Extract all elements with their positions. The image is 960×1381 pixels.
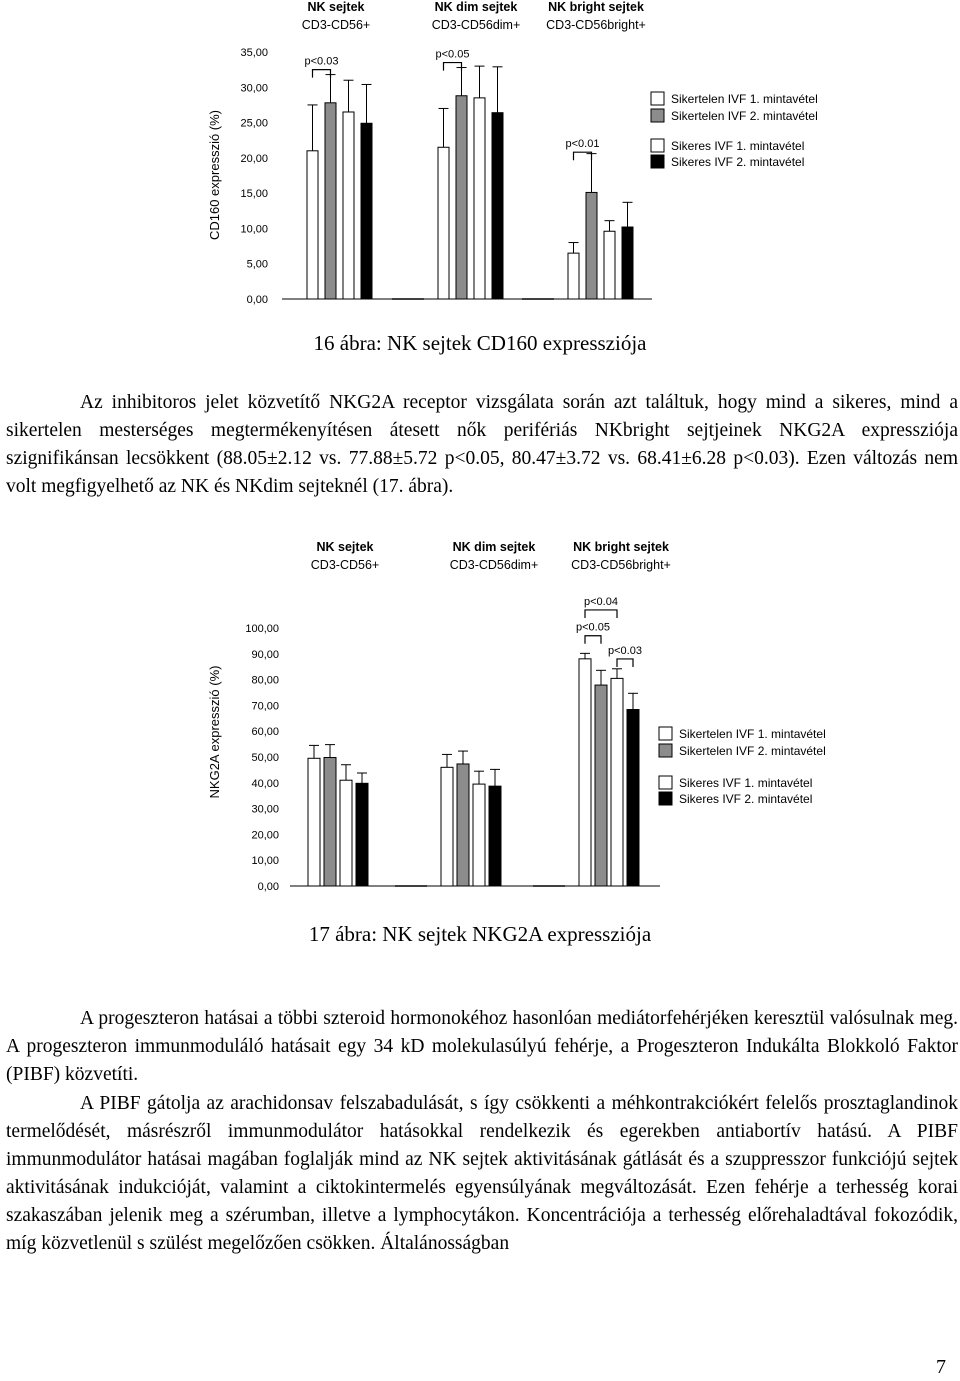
bar (438, 147, 449, 299)
bar (489, 786, 501, 886)
legend-swatch (651, 155, 664, 168)
group-label-title: NK sejtek (307, 0, 365, 14)
y-tick-label: 90,00 (251, 648, 279, 661)
legend-swatch (659, 744, 672, 757)
legend-swatch (651, 109, 664, 122)
significance-label: p<0.03 (608, 644, 642, 657)
bar (611, 678, 623, 886)
significance-label: p<0.04 (584, 595, 618, 608)
y-tick-label: 15,00 (240, 188, 268, 201)
y-tick-label: 30,00 (251, 803, 279, 816)
y-tick-label: 0,00 (246, 294, 268, 306)
bar (604, 231, 615, 299)
group-label-title: NK bright sejtek (573, 540, 669, 554)
paragraph-nkg2a-results: Az inhibitoros jelet közvetítő NKG2A receptor vizsgálata során azt találtuk, hogy mind a sikeres, mind a sikertelen mesterséges megtermékenyítésen átesett nők perifériás NKbright sejtjeinek NKG2A expressziója szignifikánsan lecsökkent (88.05±2.12 vs. 77.88±5.72 p<0.05, 80.47±3.72 vs. 68.41±6.28 p<0.03). Ezen változás nem volt megfigyelhető az NK és NKdim sejteknél (17. ábra). (6, 392, 958, 497)
bar (568, 253, 579, 299)
significance-label: p<0.05 (435, 48, 470, 61)
significance-label: p<0.03 (304, 55, 339, 68)
bar (627, 710, 639, 886)
legend-label: Sikeres IVF 2. mintavétel (679, 792, 813, 806)
y-tick-label: 5,00 (246, 258, 268, 271)
legend-label: Sikertelen IVF 1. mintavétel (679, 727, 826, 741)
group-label-subtitle: CD3-CD56+ (310, 558, 380, 572)
y-tick-label: 35,00 (240, 47, 268, 59)
group-label-title: NK sejtek (316, 540, 374, 554)
y-tick-label: 80,00 (251, 674, 279, 687)
y-tick-label: 20,00 (251, 829, 279, 842)
y-tick-label: 0,00 (257, 881, 279, 893)
paragraph-progesterone: A progeszteron hatásai a többi szteroid hormonokéhoz hasonlóan mediátorfehérjéken keresztül valósulnak meg. A progeszteron immunmoduláló hatásait egy 34 kD molekulasúlyú fehérje, a Progeszteron Indukálta Blokkoló Faktor (PIBF) közvetíti. (6, 1008, 958, 1085)
bar (456, 96, 467, 299)
bar (308, 758, 320, 886)
legend-label: Sikertelen IVF 2. mintavétel (671, 109, 818, 123)
y-tick-label: 10,00 (251, 855, 279, 868)
cd160-chart-svg (0, 0, 960, 310)
group-label-subtitle: CD3-CD56dim+ (449, 558, 539, 572)
bar (325, 103, 336, 299)
group-label-title: NK bright sejtek (548, 0, 644, 14)
legend-label: Sikertelen IVF 2. mintavétel (679, 744, 826, 758)
paragraph-pibf: A PIBF gátolja az arachidonsav felszabadulását, s így csökkenti a méhkontrakciókért felelős prosztaglandinok termelődését, másrészről immunmodulátor hatásokkal rendelkezik és egerekben antiabortív hatású. A PIBF immunmodulátor hatásai magában foglalják mind az NK sejtek aktivitásának gátlását és a szuppresszor funkciójú sejtek aktivitásának indukcióját, valamint a ciktokintermelés egyensúlyának megváltozását. Ezen fehérje a terhesség korai szakaszában jelenik meg a szérumban, illetve a lymphocytákon. Koncentrációja a terhesség előrehaladtával fokozódik, míg közvetlenül s szülést megelőzően csökken. Általánosságban (6, 1093, 958, 1254)
group-label-subtitle: CD3-CD56bright+ (546, 18, 646, 32)
group-label-subtitle: CD3-CD56+ (301, 18, 371, 32)
bar (586, 192, 597, 299)
significance-bracket (585, 636, 601, 644)
y-tick-label: 10,00 (240, 223, 268, 236)
bar (307, 151, 318, 299)
bar (457, 764, 469, 886)
page-number: 7 (936, 1356, 946, 1378)
bar (340, 780, 352, 886)
figure-16-caption: 16 ábra: NK sejtek CD160 expressziója (313, 331, 647, 355)
legend-label: Sikeres IVF 1. mintavétel (671, 139, 805, 153)
y-tick-label: 100,00 (245, 623, 279, 635)
y-tick-label: 20,00 (240, 152, 268, 165)
bar (324, 758, 336, 886)
bar (361, 123, 372, 299)
y-axis-title: NKG2A expresszió (%) (207, 665, 222, 799)
legend-label: Sikeres IVF 1. mintavétel (679, 776, 813, 790)
bar (473, 784, 485, 886)
y-tick-label: 50,00 (251, 752, 279, 764)
legend-label: Sikeres IVF 2. mintavétel (671, 155, 805, 169)
group-label-title: NK dim sejtek (452, 540, 536, 554)
bar (343, 112, 354, 299)
significance-bracket (585, 610, 617, 618)
y-tick-label: 40,00 (251, 777, 279, 790)
legend-swatch (651, 139, 664, 152)
y-tick-label: 60,00 (251, 726, 279, 739)
bar (595, 685, 607, 886)
significance-label: p<0.01 (565, 138, 600, 151)
y-axis-title: CD160 expresszió (%) (207, 109, 222, 241)
bar (356, 783, 368, 886)
y-tick-label: 70,00 (251, 700, 279, 713)
figure-17-caption: 17 ábra: NK sejtek NKG2A expressziója (308, 922, 652, 946)
legend-swatch (659, 792, 672, 805)
nkg2a-chart-svg (0, 535, 960, 895)
significance-bracket (617, 659, 633, 667)
group-label-subtitle: CD3-CD56bright+ (571, 558, 671, 572)
legend-swatch (651, 92, 664, 105)
significance-bracket (444, 63, 462, 71)
cd160-chart (0, 0, 960, 310)
legend-swatch (659, 727, 672, 740)
y-tick-label: 30,00 (240, 82, 268, 95)
group-label-subtitle: CD3-CD56dim+ (431, 18, 521, 32)
bar (622, 227, 633, 299)
significance-label: p<0.05 (576, 621, 610, 634)
y-tick-label: 25,00 (240, 117, 268, 130)
bar (579, 659, 591, 886)
bar (474, 98, 485, 299)
group-label-title: NK dim sejtek (434, 0, 518, 14)
legend-swatch (659, 776, 672, 789)
bar (492, 113, 503, 299)
nkg2a-chart (0, 535, 960, 895)
significance-bracket (313, 70, 331, 78)
legend-label: Sikertelen IVF 1. mintavétel (671, 92, 818, 106)
bar (441, 767, 453, 886)
